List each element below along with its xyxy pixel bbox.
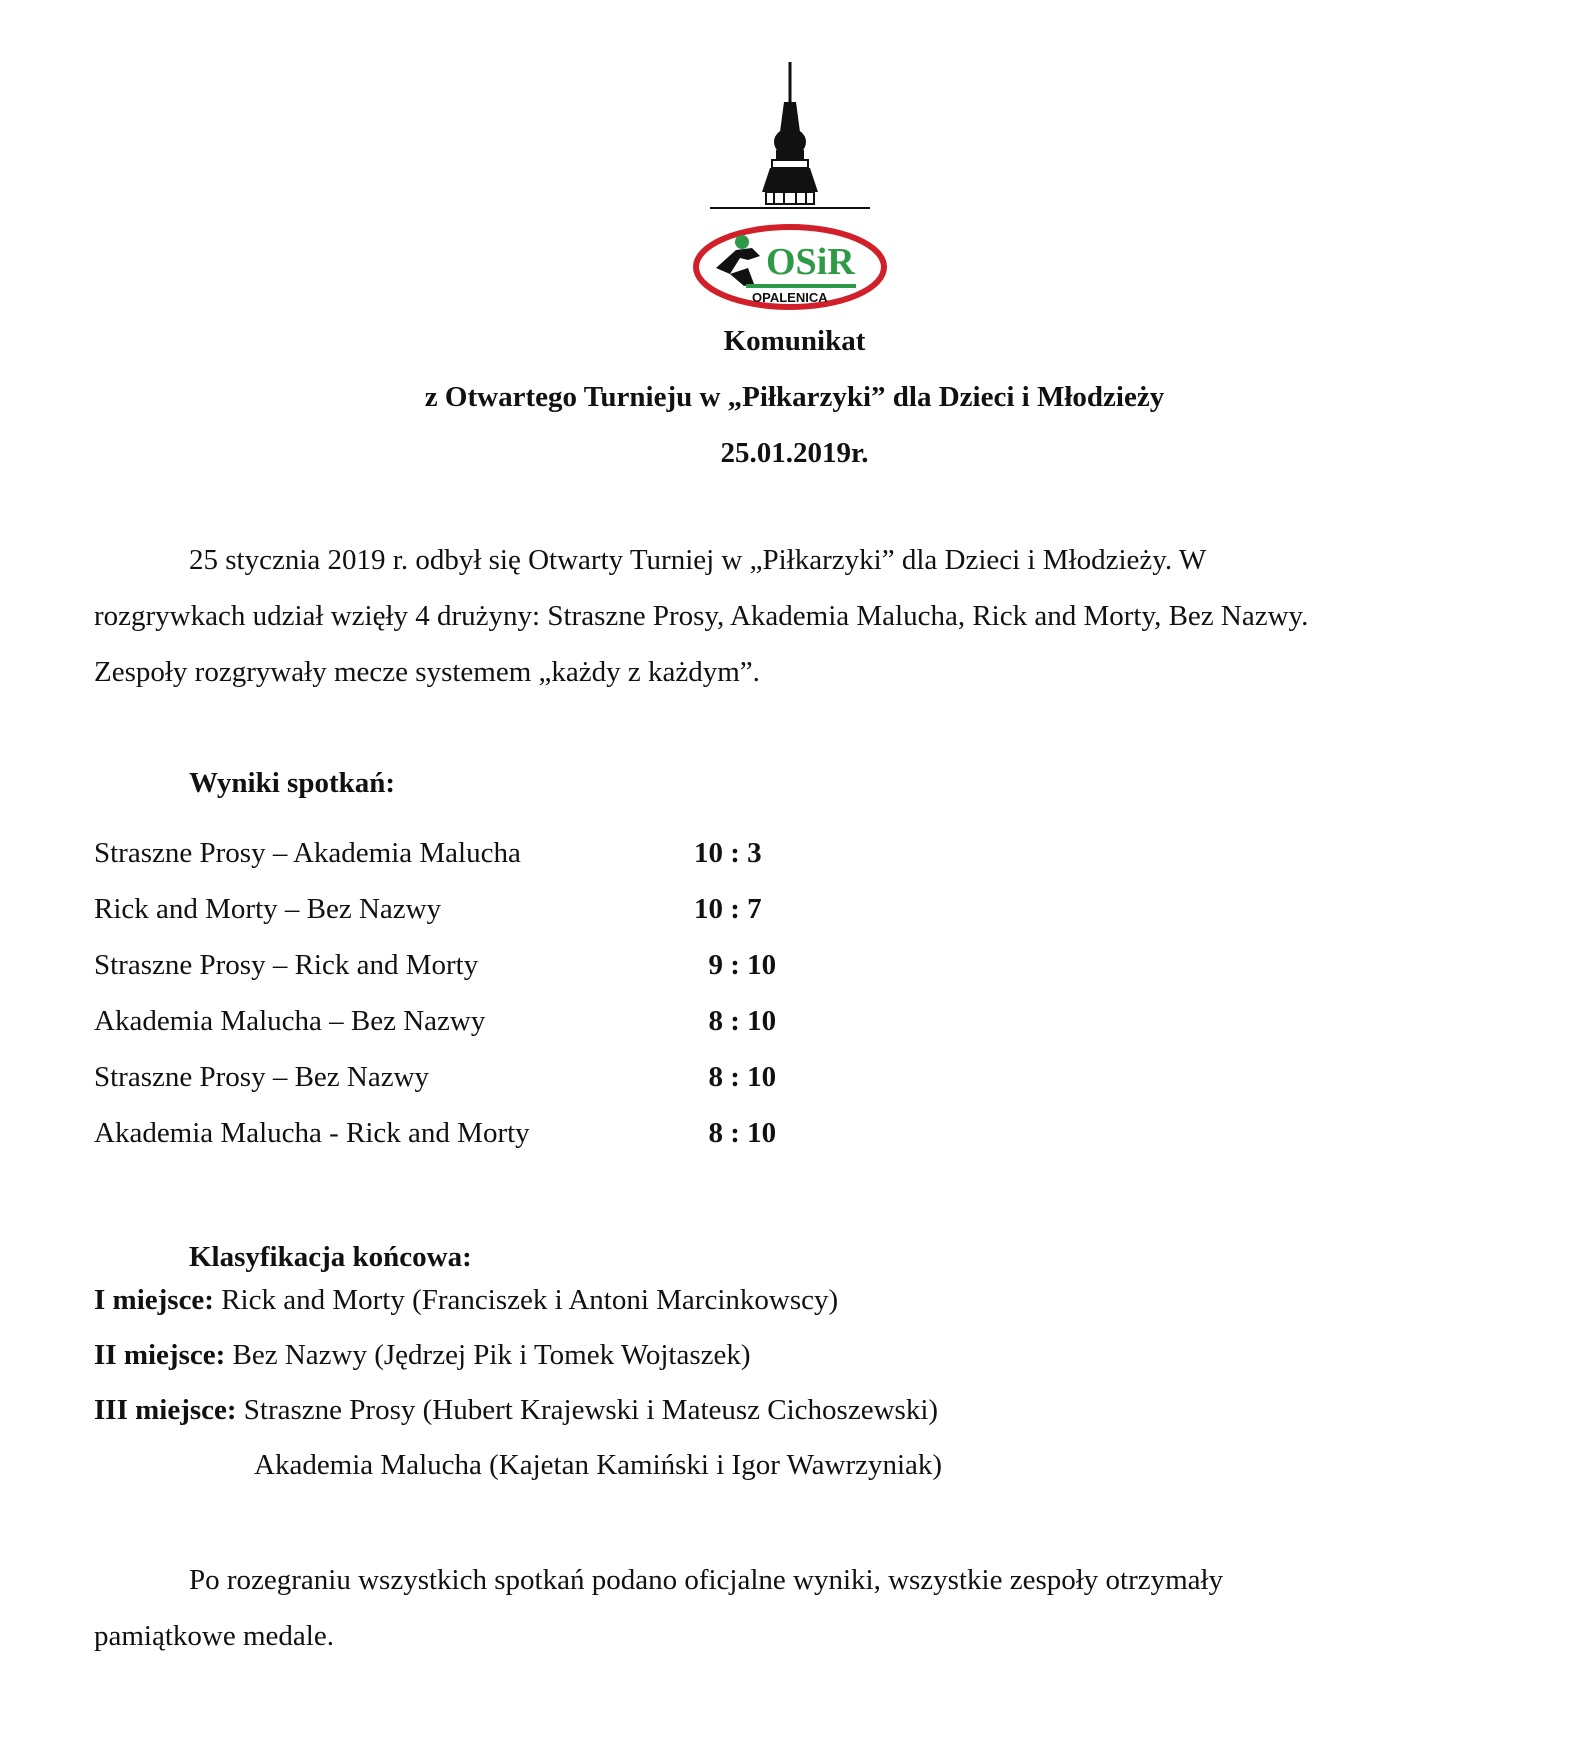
match-teams: Straszne Prosy – Bez Nazwy [94,1061,430,1093]
match-score: 8 : 10 [694,1061,777,1093]
place-label: II miejsce: [94,1339,226,1371]
classification-heading: Klasyfikacja końcowa: [189,1241,472,1273]
intro-paragraph [94,532,1494,700]
match-score: 9 : 10 [694,949,777,981]
match-row [94,1116,894,1172]
match-score: 10 : 7 [694,893,762,925]
match-score: 8 : 10 [694,1005,777,1037]
place-row [94,1393,942,1448]
place-label: III miejsce: [94,1394,237,1426]
match-score: 8 : 10 [694,1117,777,1149]
place-team: Akademia Malucha (Kajetan Kamiński i Igor Wawrzyniak) [254,1449,943,1481]
intro-line: 25 stycznia 2019 r. odbył się Otwarty Turniej w „Piłkarzyki” dla Dzieci i Młodzieży. W [189,544,1207,576]
match-teams: Straszne Prosy – Akademia Malucha [94,837,521,869]
place-row [94,1448,942,1503]
logo-brand-text: OSiR [766,241,855,283]
page-date: 25.01.2019r. [720,437,869,469]
intro-line: rozgrywkach udział wzięły 4 drużyny: Straszne Prosy, Akademia Malucha, Rick and Morty, Bez Nazwy. [94,600,1309,632]
match-teams: Straszne Prosy – Rick and Morty [94,949,479,981]
place-row [94,1338,942,1393]
place-team: Bez Nazwy (Jędrzej Pik i Tomek Wojtaszek) [225,1339,751,1371]
place-team: Straszne Prosy (Hubert Krajewski i Mateusz Cichoszewski) [236,1394,939,1426]
match-row [94,1060,894,1116]
results-list [94,836,894,1172]
match-row [94,892,894,948]
match-row [94,948,894,1004]
match-score: 10 : 3 [694,837,762,869]
closing-line: pamiątkowe medale. [94,1620,334,1652]
closing-line: Po rozegraniu wszystkich spotkań podano oficjalne wyniki, wszystkie zespoły otrzymały [189,1564,1224,1596]
tower-emblem-icon [690,62,890,312]
match-teams: Rick and Morty – Bez Nazwy [94,893,442,925]
page-subtitle: z Otwartego Turnieju w „Piłkarzyki” dla Dzieci i Młodzieży [424,381,1165,413]
results-heading: Wyniki spotkań: [189,767,396,799]
place-label: I miejsce: [94,1284,214,1316]
classification-list [94,1283,942,1503]
place-team: Rick and Morty (Franciszek i Antoni Marcinkowscy) [213,1284,839,1316]
match-teams: Akademia Malucha – Bez Nazwy [94,1005,486,1037]
page-title: Komunikat [723,325,866,357]
logo-city-text: OPALENICA [752,290,828,305]
match-row [94,1004,894,1060]
closing-paragraph [94,1552,1494,1664]
place-row [94,1283,942,1338]
match-teams: Akademia Malucha - Rick and Morty [94,1117,530,1149]
match-row [94,836,894,892]
intro-line: Zespoły rozgrywały mecze systemem „każdy z każdym”. [94,656,760,688]
osir-opalenica-logo [690,62,890,312]
